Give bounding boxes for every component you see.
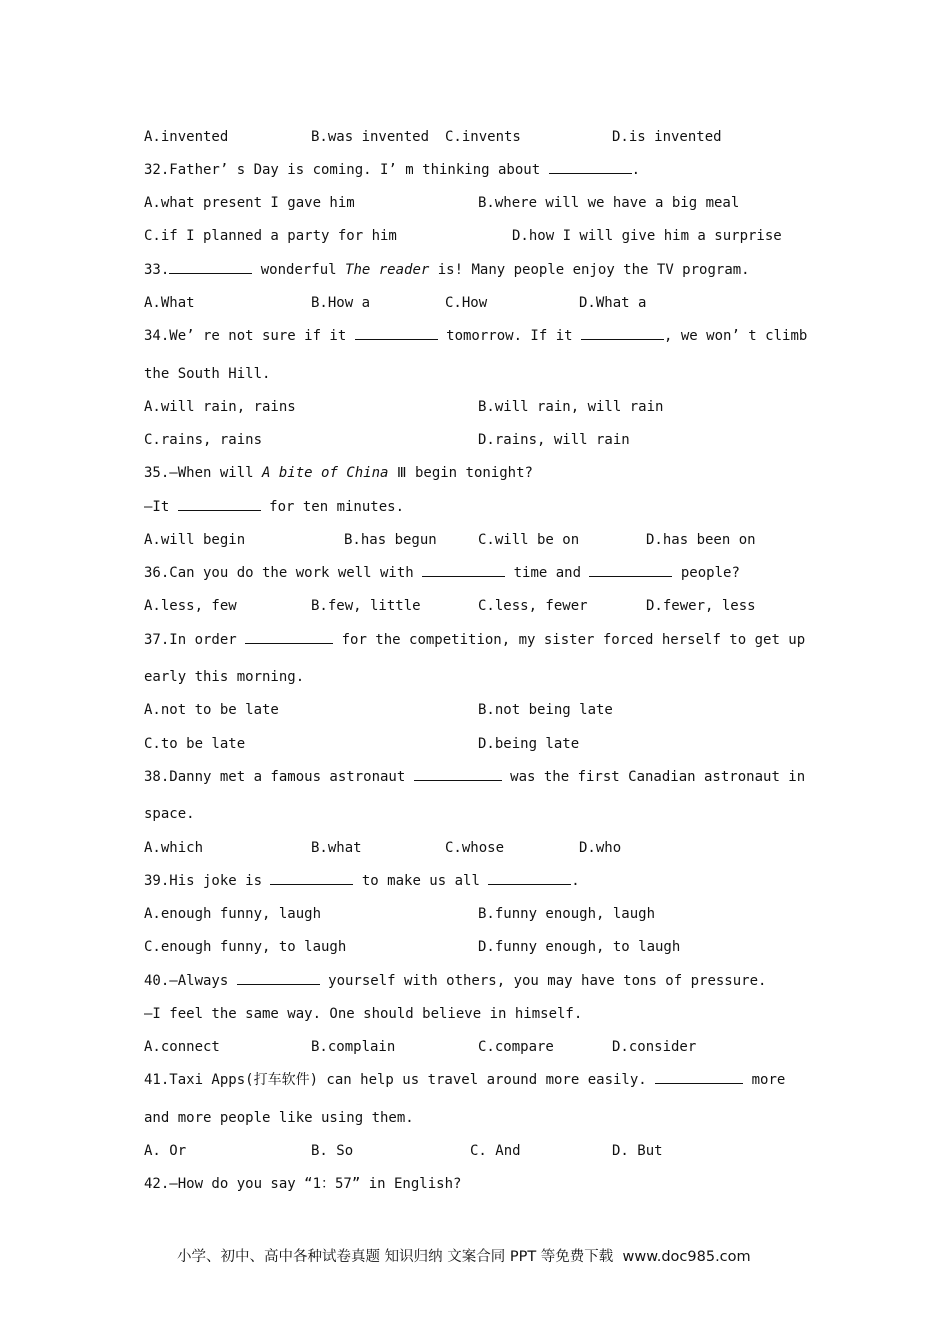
q39-text: . [571,873,580,889]
q36-option-a: A.less, few [144,598,237,614]
answer-blank [169,261,252,274]
q38-text: 38.Danny met a famous astronaut [144,769,414,785]
q33-text: wonderful [252,262,346,278]
q39-option-b: B.funny enough, laugh [478,906,656,922]
q42-stem: 42.—How do you say “1：57” in English? [144,1176,462,1192]
q34-option-c: C.rains, rains [144,432,263,448]
q35-reply-text: —It [144,499,178,515]
q31-option-a: A.invented [144,129,229,145]
q32-text: 32.Father’ s Day is coming. I’ m thinking about [144,162,549,178]
q41-text: 41.Taxi Apps(打车软件) can help us travel around more easily. [144,1072,656,1088]
q40-text: yourself with others, you may have tons of pressure. [319,973,767,989]
q31-option-c: C.invents [445,129,521,145]
q35-text: Ⅲ begin tonight? [388,465,533,481]
answer-blank [581,327,664,340]
q41-text: more [743,1072,786,1088]
q40-option-c: C.compare [478,1039,554,1055]
answer-blank [422,564,505,577]
q37-option-d: D.being late [478,736,580,752]
q39-option-c: C.enough funny, to laugh [144,939,347,955]
q32-stem [144,161,640,179]
q37-stem [144,631,805,649]
q36-text: 36.Can you do the work well with [144,565,423,581]
q33-stem [144,261,750,279]
q36-text: time and [505,565,590,581]
q41-stem [144,1071,785,1089]
q37-option-c: C.to be late [144,736,246,752]
q35-reply-text: for ten minutes. [260,499,405,515]
q32-option-b: B.where will we have a big meal [478,195,740,211]
answer-blank [237,972,320,985]
q34-option-d: D.rains, will rain [478,432,630,448]
q40-option-a: A.connect [144,1039,220,1055]
q34-stem-cont: the South Hill. [144,366,271,382]
answer-blank [355,327,438,340]
answer-blank [178,498,261,511]
answer-blank [414,768,502,781]
q35-option-b: B.has begun [344,532,437,548]
q36-option-d: D.fewer, less [646,598,756,614]
q36-stem [144,564,740,582]
q33-number: 33. [144,262,170,278]
q39-text: 39.His joke is [144,873,271,889]
answer-blank [589,564,672,577]
q40-option-b: B.complain [311,1039,396,1055]
q38-stem-cont: space. [144,806,195,822]
q35-text: 35.—When will [144,465,263,481]
q41-option-c: C. And [470,1143,521,1159]
q39-option-a: A.enough funny, laugh [144,906,322,922]
q35-stem [144,464,533,482]
q40-stem [144,972,766,990]
q35-program-title: A bite of China [262,465,389,481]
q38-option-a: A.which [144,840,204,856]
q38-option-b: B.what [311,840,362,856]
q34-option-a: A.will rain, rains [144,399,296,415]
q39-option-d: D.funny enough, to laugh [478,939,681,955]
q33-option-b: B.How a [311,295,371,311]
q40-option-d: D.consider [612,1039,697,1055]
q36-text: people? [672,565,740,581]
q38-option-c: C.whose [445,840,505,856]
q32-option-a: A.what present I gave him [144,195,355,211]
answer-blank [655,1071,743,1084]
q41-option-d: D. But [612,1143,663,1159]
q37-option-a: A.not to be late [144,702,279,718]
q35-option-d: D.has been on [646,532,756,548]
q33-program-title: The reader [345,262,430,278]
q37-option-b: B.not being late [478,702,613,718]
q33-option-d: D.What a [579,295,647,311]
q37-text: 37.In order [144,632,246,648]
answer-blank [270,872,353,885]
q38-stem [144,768,805,786]
q35-option-a: A.will begin [144,532,246,548]
q40-reply: —I feel the same way. One should believe in himself. [144,1006,583,1022]
q34-option-b: B.will rain, will rain [478,399,664,415]
q41-stem-cont: and more people like using them. [144,1110,414,1126]
q38-text: was the first Canadian astronaut in [501,769,806,785]
q31-option-d: D.is invented [612,129,722,145]
q38-option-d: D.who [579,840,622,856]
q35-option-c: C.will be on [478,532,580,548]
q37-stem-cont: early this morning. [144,669,305,685]
q41-option-b: B. So [311,1143,354,1159]
q34-text: , we won’ t climb [664,328,808,344]
q32-option-c: C.if I planned a party for him [144,228,397,244]
q32-option-d: D.how I will give him a surprise [512,228,782,244]
q34-stem [144,327,807,345]
q35-reply [144,498,404,516]
q33-text-end: is! Many people enjoy the TV program. [429,262,750,278]
q37-text: for the competition, my sister forced herself to get up [333,632,806,648]
q31-option-b: B.was invented [311,129,430,145]
q41-option-a: A. Or [144,1143,187,1159]
q36-option-c: C.less, fewer [478,598,588,614]
q36-option-b: B.few, little [311,598,421,614]
q39-text: to make us all [353,873,489,889]
q33-option-a: A.What [144,295,195,311]
answer-blank [245,631,333,644]
q40-text: 40.—Always [144,973,237,989]
footer-watermark-text: 小学、初中、高中各种试卷真题 知识归纳 文案合同 PPT 等免费下载 www.doc985.com [177,1249,751,1265]
q34-text: 34.We’ re not sure if it [144,328,355,344]
q32-text-end: . [631,162,641,178]
answer-blank [488,872,571,885]
q34-text: tomorrow. If it [437,328,582,344]
q33-option-c: C.How [445,295,488,311]
q39-stem [144,872,580,890]
answer-blank [549,161,632,174]
